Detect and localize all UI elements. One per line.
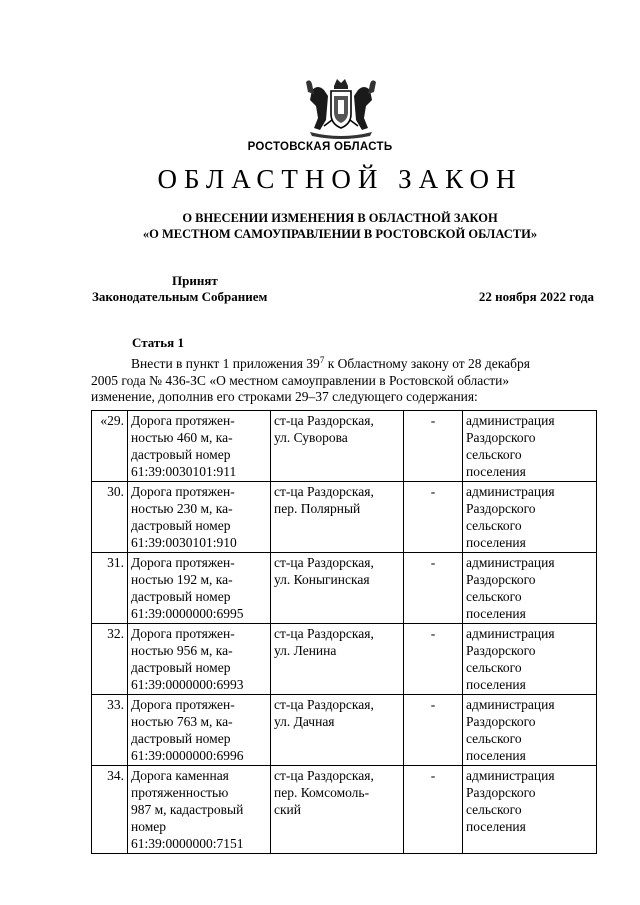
article-text-superscript: 7 <box>319 355 325 365</box>
road-description <box>128 411 271 482</box>
cell-line: администрация <box>466 768 555 783</box>
cell-line: дастровый номер <box>131 731 231 746</box>
cell-line: администрация <box>466 413 555 428</box>
article-text-line-2: 2005 года № 436-ЗС «О местном самоуправлении в Ростовской области» <box>91 372 510 388</box>
cell-line: сельского <box>466 589 522 604</box>
adoption-date: 22 ноября 2022 года <box>478 289 594 304</box>
road-description <box>128 482 271 553</box>
row-mark: - <box>404 482 463 553</box>
cell-line: ул. Ленина <box>274 643 337 658</box>
row-number: 34. <box>92 766 128 854</box>
cell-line: ский <box>274 802 301 817</box>
cell-line: ул. Суворова <box>274 430 348 445</box>
road-location <box>271 553 404 624</box>
cell-line: Дорога протяжен- <box>131 555 235 570</box>
article-text-part-2: к Областному закону от 28 декабря <box>324 356 530 371</box>
cell-line: ст-ца Раздорская, <box>274 626 374 641</box>
table-row <box>92 624 597 695</box>
roads-table-body <box>92 411 597 854</box>
cell-line: 61:39:0030101:910 <box>131 535 237 550</box>
adopted-label: Принят <box>172 273 218 288</box>
road-owner <box>463 411 597 482</box>
cell-line: Дорога протяжен- <box>131 697 235 712</box>
cell-line: ул. Дачная <box>274 714 335 729</box>
row-number: 32. <box>92 624 128 695</box>
cell-line: Дорога каменная <box>131 768 229 783</box>
cell-line: ст-ца Раздорская, <box>274 484 374 499</box>
table-row <box>92 766 597 854</box>
region-name: РОСТОВСКАЯ ОБЛАСТЬ <box>247 141 393 153</box>
law-title: ОБЛАСТНОЙ ЗАКОН <box>157 164 523 194</box>
cell-line: сельского <box>466 802 522 817</box>
row-number: 33. <box>92 695 128 766</box>
cell-line: сельского <box>466 518 522 533</box>
road-description <box>128 624 271 695</box>
cell-line: поселения <box>466 748 526 763</box>
cell-line: Раздорского <box>466 714 536 729</box>
table-row <box>92 411 597 482</box>
road-owner <box>463 695 597 766</box>
cell-line: сельского <box>466 447 522 462</box>
cell-line: пер. Полярный <box>274 501 361 516</box>
road-owner <box>463 482 597 553</box>
road-owner <box>463 553 597 624</box>
cell-line: Дорога протяжен- <box>131 626 235 641</box>
row-mark: - <box>404 624 463 695</box>
cell-line: ст-ца Раздорская, <box>274 413 374 428</box>
article-text <box>91 356 595 406</box>
cell-line: администрация <box>466 626 555 641</box>
cell-line: администрация <box>466 697 555 712</box>
cell-line: ностью 460 м, ка- <box>131 430 233 445</box>
article-heading: Статья 1 <box>132 335 184 350</box>
road-location <box>271 766 404 854</box>
cell-line: ст-ца Раздорская, <box>274 697 374 712</box>
cell-line: Раздорского <box>466 430 536 445</box>
cell-line: 61:39:0000000:6995 <box>131 606 244 621</box>
cell-line: ст-ца Раздорская, <box>274 555 374 570</box>
road-description <box>128 553 271 624</box>
cell-line: поселения <box>466 677 526 692</box>
row-number: «29. <box>92 411 128 482</box>
cell-line: 987 м, кадастровый <box>131 802 244 817</box>
cell-line: поселения <box>466 606 526 621</box>
row-number: 31. <box>92 553 128 624</box>
row-mark: - <box>404 411 463 482</box>
cell-line: Раздорского <box>466 643 536 658</box>
article-text-part-1: Внести в пункт 1 приложения 39 <box>131 356 320 371</box>
cell-line: номер <box>131 819 167 834</box>
cell-line: дастровый номер <box>131 518 231 533</box>
cell-line: Раздорского <box>466 572 536 587</box>
cell-line: ностью 956 м, ка- <box>131 643 233 658</box>
cell-line: администрация <box>466 484 555 499</box>
row-mark: - <box>404 766 463 854</box>
cell-line: поселения <box>466 535 526 550</box>
cell-line: протяженностью <box>131 785 229 800</box>
article-text-line-1 <box>91 356 595 373</box>
roads-table <box>91 410 597 854</box>
cell-line: 61:39:0030101:911 <box>131 464 237 479</box>
table-row <box>92 482 597 553</box>
adopted-by: Законодательным Собранием <box>92 289 268 304</box>
road-location <box>271 411 404 482</box>
cell-line: Дорога протяжен- <box>131 484 235 499</box>
cell-line: ностью 763 м, ка- <box>131 714 233 729</box>
row-mark: - <box>404 695 463 766</box>
subtitle-line-2: «О МЕСТНОМ САМОУПРАВЛЕНИИ В РОСТОВСКОЙ ОБЛАСТИ» <box>142 227 538 241</box>
cell-line: 61:39:0000000:7151 <box>131 836 244 851</box>
road-description <box>128 695 271 766</box>
cell-line: администрация <box>466 555 555 570</box>
road-location <box>271 482 404 553</box>
cell-line: сельского <box>466 731 522 746</box>
road-description <box>128 766 271 854</box>
cell-line: ностью 192 м, ка- <box>131 572 233 587</box>
cell-line: 61:39:0000000:6996 <box>131 748 244 763</box>
row-number: 30. <box>92 482 128 553</box>
road-owner <box>463 624 597 695</box>
cell-line: дастровый номер <box>131 589 231 604</box>
road-location <box>271 695 404 766</box>
article-text-line-3: изменение, дополнив его строками 29–37 следующего содержания: <box>91 389 478 404</box>
cell-line: Дорога протяжен- <box>131 413 235 428</box>
row-mark: - <box>404 553 463 624</box>
coat-of-arms-emblem <box>298 76 384 142</box>
cell-line: пер. Комсомоль- <box>274 785 370 800</box>
cell-line: дастровый номер <box>131 660 231 675</box>
law-subtitle <box>0 210 640 242</box>
road-owner <box>463 766 597 854</box>
cell-line: ул. Коныгинская <box>274 572 370 587</box>
cell-line: ст-ца Раздорская, <box>274 768 374 783</box>
table-row <box>92 553 597 624</box>
cell-line: 61:39:0000000:6993 <box>131 677 244 692</box>
cell-line: дастровый номер <box>131 447 231 462</box>
road-location <box>271 624 404 695</box>
table-row <box>92 695 597 766</box>
cell-line: Раздорского <box>466 501 536 516</box>
subtitle-line-1: О ВНЕСЕНИИ ИЗМЕНЕНИЯ В ОБЛАСТНОЙ ЗАКОН <box>182 211 498 225</box>
cell-line: сельского <box>466 660 522 675</box>
cell-line: Раздорского <box>466 785 536 800</box>
cell-line: поселения <box>466 464 526 479</box>
cell-line: поселения <box>466 819 526 834</box>
cell-line: ностью 230 м, ка- <box>131 501 233 516</box>
